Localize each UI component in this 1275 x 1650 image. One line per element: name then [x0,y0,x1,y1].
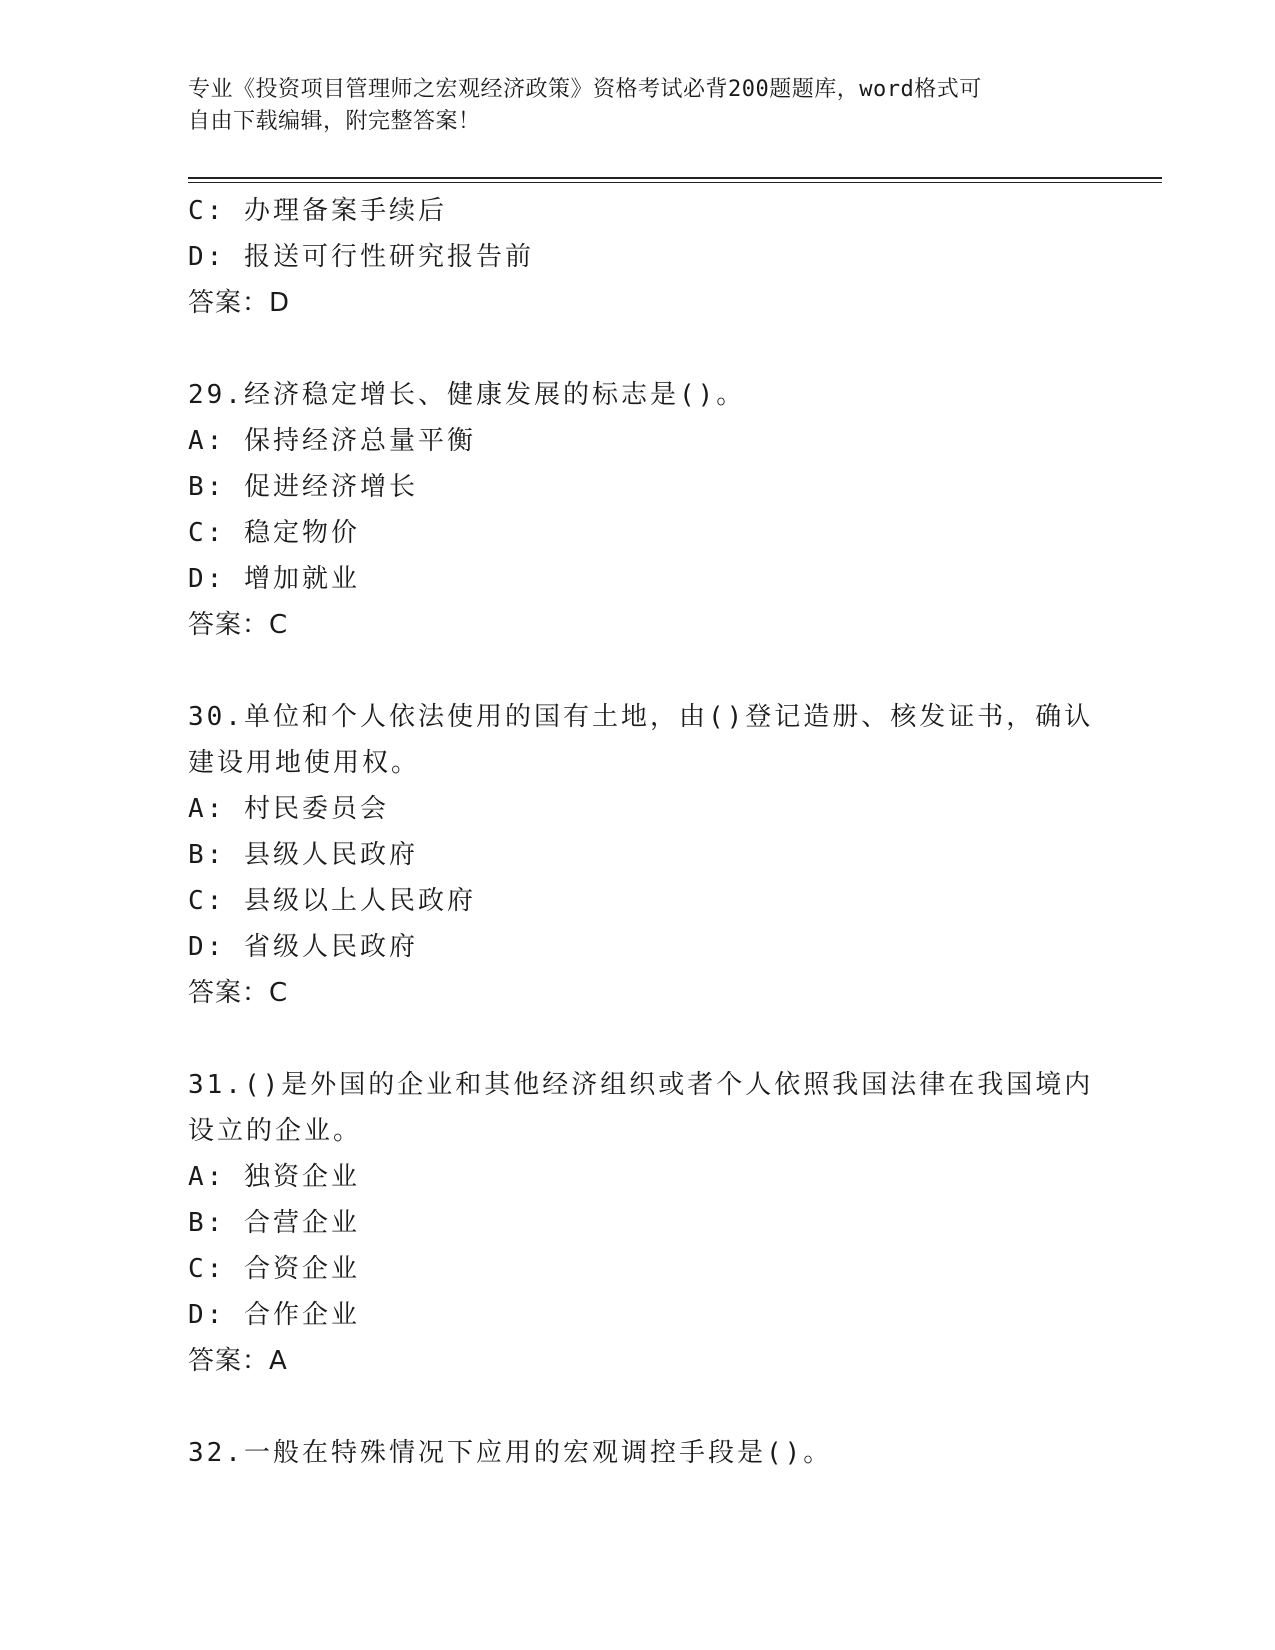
page-header [188,74,1088,138]
answer-line: 答案：D [188,288,291,318]
document-body [188,188,1094,1476]
question-stem: 31.()是外国的企业和其他经济组织或者个人依照我国法律在我国境内 [188,1070,1094,1100]
question-31 [188,1062,1094,1384]
option-a: A: 保持经济总量平衡 [188,426,476,456]
question-stem-continued: 设立的企业。 [188,1116,363,1146]
option-d: D: 合作企业 [188,1300,360,1330]
question-stem: 32.一般在特殊情况下应用的宏观调控手段是()。 [188,1438,833,1468]
answer-line: 答案：A [188,1346,288,1376]
header-divider [188,177,1162,183]
question-stem: 30.单位和个人依法使用的国有土地，由()登记造册、核发证书，确认 [188,702,1094,732]
question-30 [188,694,1094,1016]
option-d: D: 省级人民政府 [188,932,418,962]
question-stem: 29.经济稳定增长、健康发展的标志是()。 [188,380,746,410]
option-c: C: 办理备案手续后 [188,196,447,226]
spacer [188,648,1088,694]
header-title-line-2: 自由下载编辑，附完整答案！ [188,109,481,134]
option-d: D: 增加就业 [188,564,360,594]
question-28-continued [188,188,1088,326]
question-32 [188,1430,1088,1476]
option-a: A: 村民委员会 [188,794,389,824]
option-a: A: 独资企业 [188,1162,360,1192]
spacer [188,1016,1088,1062]
spacer [188,1384,1088,1430]
answer-line: 答案：C [188,610,289,640]
option-b: B: 合营企业 [188,1208,360,1238]
option-c: C: 县级以上人民政府 [188,886,476,916]
header-title-line-1: 专业《投资项目管理师之宏观经济政策》资格考试必背200题题库，word格式可 [188,77,982,102]
answer-line: 答案：C [188,978,289,1008]
question-29 [188,372,1088,648]
spacer [188,326,1088,372]
option-d: D: 报送可行性研究报告前 [188,242,534,272]
option-b: B: 促进经济增长 [188,472,418,502]
option-c: C: 稳定物价 [188,518,360,548]
option-b: B: 县级人民政府 [188,840,418,870]
option-c: C: 合资企业 [188,1254,360,1284]
question-stem-continued: 建设用地使用权。 [188,748,421,778]
